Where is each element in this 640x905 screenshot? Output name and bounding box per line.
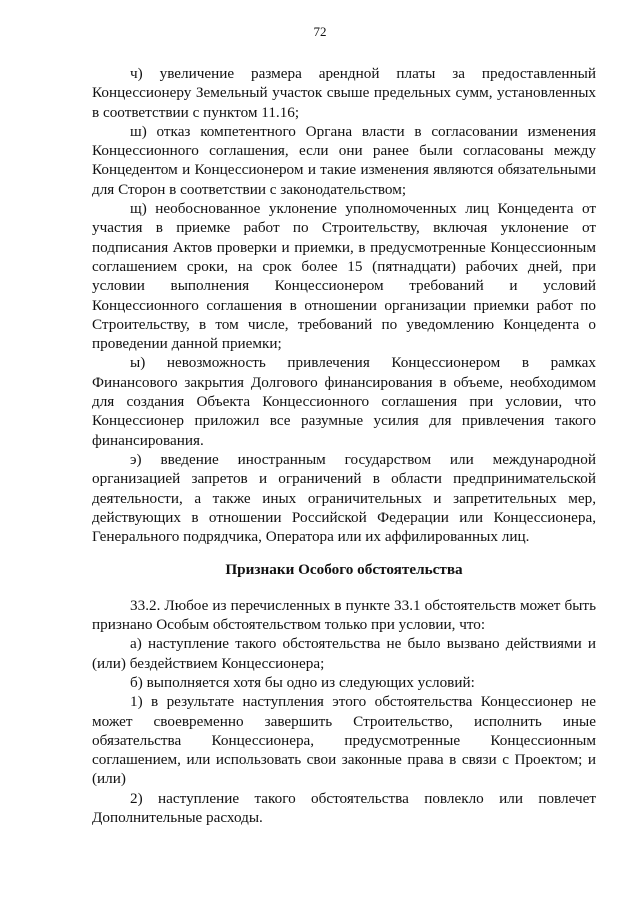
- paragraph-ch: ч) увеличение размера арендной платы за предоставленный Концессионеру Земельный участок свыше предельных сумм, установленных в соответствии с пунктом 11.16;: [92, 65, 596, 121]
- page-number: 72: [313, 24, 327, 39]
- document-body: [92, 64, 596, 827]
- paragraph-2: 2) наступление такого обстоятельства повлекло или повлечет Дополнительные расходы.: [92, 789, 596, 826]
- paragraph-y: ы) невозможность привлечения Концессионером в рамках Финансового закрытия Долгового финансирования в объеме, необходимом для создания Объекта Концессионного соглашения при условии, что Концессионер приложил все разумные усилия для привлечения такого финансирования.: [92, 354, 596, 449]
- paragraph-b: б) выполняется хотя бы одно из следующих условий:: [130, 673, 475, 691]
- paragraph-e: э) введение иностранным государством или международной организацией запретов и ограничений в области предпринимательской деятельности, а также иных ограничительных и запретительных мер, действующих в отношении Российской Федерации или Концессионера, Генерального подрядчика, Оператора или их аффилированных лиц.: [92, 450, 596, 546]
- paragraph-1: 1) в результате наступления этого обстоятельства Концессионер не может своевременно завершить Строительство, исполнить иные обязательства Концессионера, предусмотренные Концессионным соглашением, или использовать свои законные права в связи с Проектом; и (или): [92, 693, 596, 788]
- paragraph-33-2: 33.2. Любое из перечисленных в пункте 33.1 обстоятельств может быть признано Особым обстоятельством только при условии, что:: [92, 596, 596, 634]
- paragraph-shch: щ) необоснованное уклонение уполномоченных лиц Концедента от участия в приемке работ по Строительству, включая уклонение от подписания Актов проверки и приемки, в предусмотренные Концессионным соглашением сроки, на срок более 15 (пятнадцати) рабочих дней, при условии выполнения Концессионером требований и условий Концессионного соглашения в отношении организации приемки работ по Строительству, в том числе, требований по уведомлению Концедента о проведении данной приемки;: [92, 200, 596, 353]
- section-heading: Признаки Особого обстоятельства: [225, 561, 463, 579]
- paragraph-sh: ш) отказ компетентного Органа власти в согласовании изменения Концессионного соглашения, если они ранее были согласованы между Концедентом и Концессионером и такие изменения являются обязательными для Сторон в соответствии с законодательством;: [92, 122, 596, 198]
- paragraph-a: а) наступление такого обстоятельства не было вызвано действиями и (или) бездействием Концессионера;: [92, 635, 596, 672]
